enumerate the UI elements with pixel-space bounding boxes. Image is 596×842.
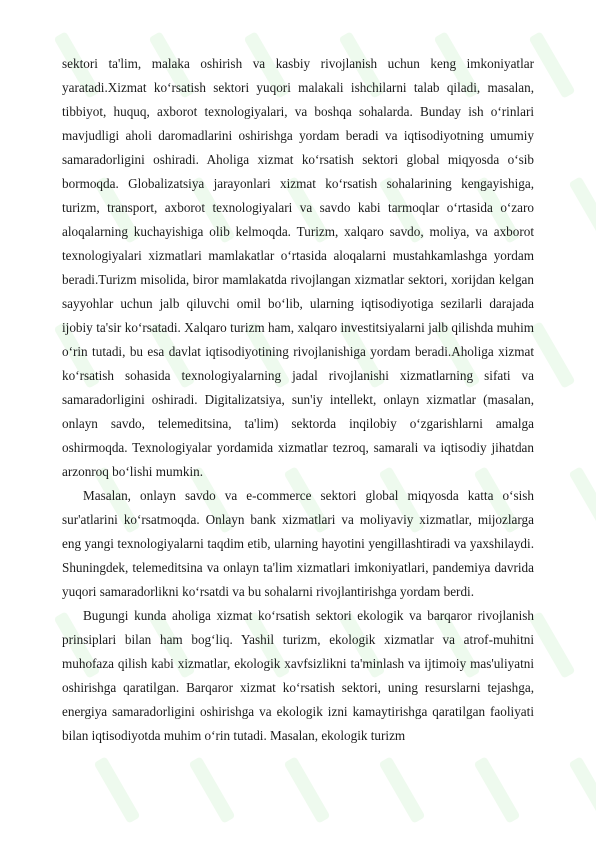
watermark-stripe [473, 756, 520, 824]
watermark-stripe [378, 756, 425, 824]
paragraph-2: Masalan, onlayn savdo va e-commerce sektori global miqyosda katta o‘sish sur'atlarini ko‘rsatmoqda. Onlayn bank xizmatlari va moliyaviy xizmatlar, mijozlarga eng yangi texnologiyalarni taqdim etib, ularning hayotini yengillashtiradi va yaxshilaydi. Shuningdek, telemeditsina va onlayn ta'lim xizmatlari imkoniyatlari, pandemiya davrida yuqori samaradorlikni ko‘rsatdi va bu sohalarni rivojlantirishga yordam berdi. [62, 488, 534, 599]
paragraph-1: sektori ta'lim, malaka oshirish va kasbiy rivojlanish uchun keng imkoniyatlar yaratadi.Xizmat ko‘rsatish sektori yuqori malakali ishchilarni talab qiladi, masalan, tibbiyot, huquq, axborot texnologiyalari, va boshqa sohalarda. Bunday ish o‘rinlari mavjudligi aholi daromadlarini oshirishga yordam beradi va iqtisodiyotning umumiy samaradorligini oshiradi. Aholiga xizmat ko‘rsatish sektori global miqyosda o‘sib bormoqda. Globalizatsiya jarayonlari xizmat ko‘rsatish sohalarining kengayishiga, turizm, transport, axborot texnologiyalari va savdo kabi tarmoqlar o‘rtasida o‘zaro aloqalarning kuchayishiga olib kelmoqda. Turizm, xalqaro savdo, moliya, va axborot texnologiyalari xizmatlari mamlakatlar o‘rtasida aloqalarni mustahkamlashga yordam beradi.Turizm misolida, biror mamlakatda rivojlangan xizmatlar sektori, xorijdan kelgan sayyohlar uchun jalb qiluvchi omil bo‘lib, ularning iqtisodiyotiga sezilarli darajada ijobiy ta'sir ko‘rsatadi. Xalqaro turizm ham, xalqaro investitsiyalarni jalb qilishda muhim o‘rin tutadi, bu esa davlat iqtisodiyotining rivojlanishiga yordam beradi.Aholiga xizmat ko‘rsatish sohasida texnologiyalarning jadal rivojlanishi xizmatlarning sifati va samaradorligini oshiradi. Digitalizatsiya, sun'iy intellekt, onlayn xizmatlar (masalan, onlayn savdo, telemeditsina, ta'lim) sektorda inqilobiy o‘zgarishlarni amalga oshirmoqda. Texnologiyalar yordamida xizmatlar tezroq, samarali va iqtisodiy jihatdan arzonroq bo‘lishi mumkin. [62, 56, 534, 479]
watermark-stripe [528, 611, 575, 679]
watermark-stripe [283, 756, 330, 824]
watermark-stripe [93, 756, 140, 824]
watermark-stripe [528, 321, 575, 389]
watermark-stripe [568, 466, 596, 534]
watermark-stripe [568, 176, 596, 244]
watermark-stripe [528, 31, 575, 99]
paragraph-3: Bugungi kunda aholiga xizmat ko‘rsatish sektori ekologik va barqaror rivojlanish prinsiplari bilan ham bog‘liq. Yashil turizm, ekologik xizmatlar va atrof-muhitni muhofaza qilish kabi xizmatlar, ekologik xavfsizlikni ta'minlash va ijtimoiy mas'uliyatni oshirishga qaratilgan. Barqaror xizmat ko‘rsatish sektori, uning resurslarni tejashga, energiya samaradorligini oshirishga va ekologik izni kamaytirishga qaratilgan faoliyati bilan iqtisodiyotda muhim o‘rin tutadi. Masalan, ekologik turizm [62, 608, 534, 743]
watermark-stripe [188, 756, 235, 824]
watermark-stripe [568, 756, 596, 824]
document-page [62, 52, 534, 748]
